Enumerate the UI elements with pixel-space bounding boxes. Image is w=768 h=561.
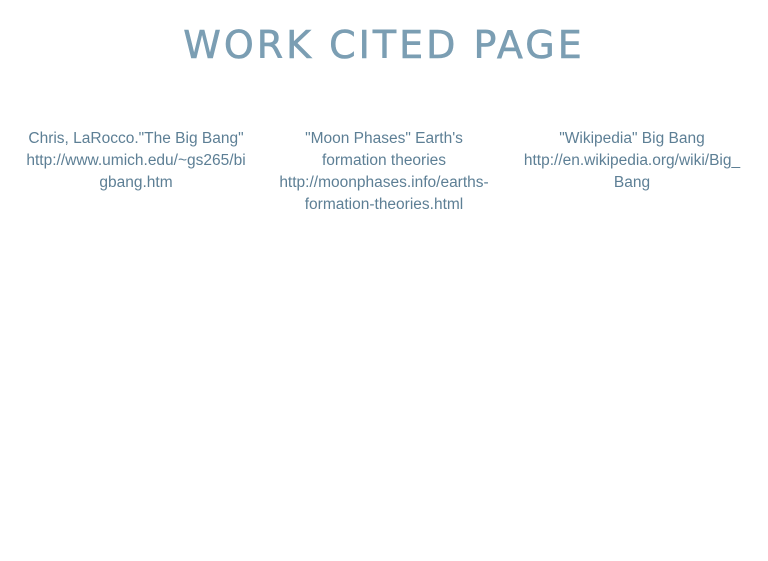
citations-container bbox=[24, 128, 744, 216]
citation-url[interactable]: http://www.umich.edu/~gs265/bigbang.htm bbox=[26, 152, 246, 191]
citation-column-1 bbox=[24, 128, 248, 194]
citation-column-2 bbox=[272, 128, 496, 216]
citation-column-3 bbox=[520, 128, 744, 194]
page-title: WORK CITED PAGE bbox=[183, 23, 585, 67]
citation-source: "Wikipedia" Big Bang bbox=[559, 130, 705, 147]
citation-url[interactable]: http://en.wikipedia.org/wiki/Big_Bang bbox=[523, 152, 741, 191]
citation-source: Chris, LaRocco."The Big Bang" bbox=[28, 130, 244, 147]
citation-source: "Moon Phases" Earth's formation theories bbox=[305, 130, 463, 169]
citation-url[interactable]: http://moonphases.info/earths-formation-theories.html bbox=[279, 174, 489, 213]
